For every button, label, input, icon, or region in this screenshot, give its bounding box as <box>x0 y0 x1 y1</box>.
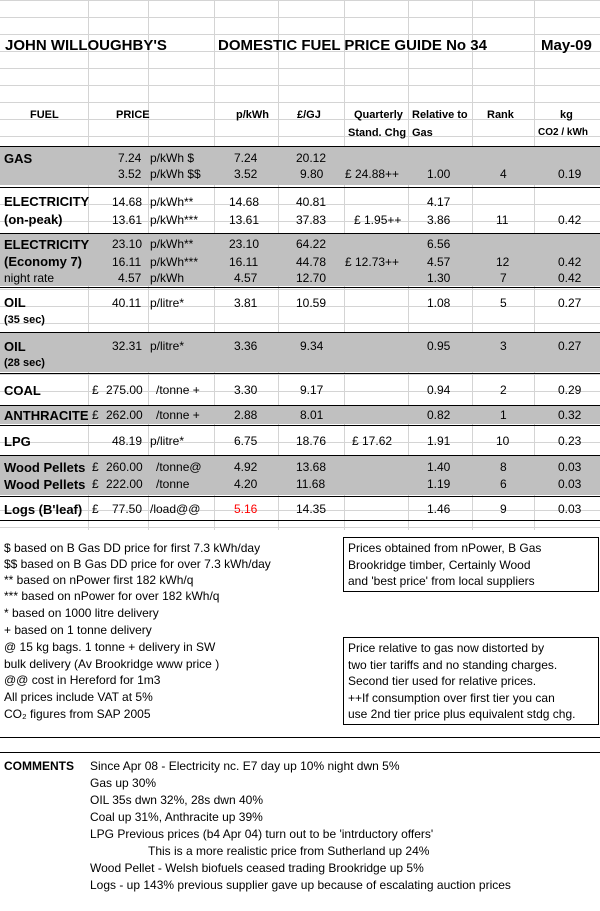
footnote: @ 15 kg bags. 1 tonne + delivery in SW <box>4 640 216 654</box>
comment-line: OIL 35s dwn 32%, 28s dwn 40% <box>90 793 263 807</box>
pkwh-value: 3.81 <box>234 296 258 310</box>
fuel-sublabel: night rate <box>4 271 55 285</box>
co2-value: 0.03 <box>558 502 582 516</box>
gj-value: 18.76 <box>296 434 327 448</box>
co2-value: 0.29 <box>558 383 582 397</box>
footnote: * based on 1000 litre delivery <box>4 606 159 620</box>
col-rank: Rank <box>487 109 514 121</box>
col-price: PRICE <box>116 109 150 121</box>
footnote: @@ cost in Hereford for 1m3 <box>4 673 161 687</box>
price-unit: p/kWh <box>150 271 185 285</box>
footer-separator <box>0 752 600 753</box>
gj-value: 9.17 <box>300 383 324 397</box>
currency-symbol: £ <box>92 460 99 474</box>
price-unit: /tonne@ <box>156 460 202 474</box>
relative-note-line: Second tier used for relative prices. <box>348 674 537 688</box>
co2-value: 0.03 <box>558 460 582 474</box>
pkwh-value: 4.57 <box>234 271 258 285</box>
comment-line: Gas up 30% <box>90 776 157 790</box>
comment-line: LPG Previous prices (b4 Apr 04) turn out to be 'intrductory offers' <box>90 827 434 841</box>
gj-value: 37.83 <box>296 213 327 227</box>
price-value: 3.52 <box>118 167 142 181</box>
price-unit: p/litre* <box>150 339 185 353</box>
currency-symbol: £ <box>92 477 99 491</box>
relative-note-line: two tier tariffs and no standing charges. <box>348 658 558 672</box>
relative-value: 0.82 <box>427 408 451 422</box>
col-co2: CO2 / kWh <box>538 127 589 138</box>
pkwh-value: 13.61 <box>229 213 260 227</box>
col-quarterly: Quarterly <box>354 109 403 121</box>
rank-value: 11 <box>496 213 509 227</box>
footnote: ** based on nPower first 182 kWh/q <box>4 573 194 587</box>
row-separator <box>0 405 600 406</box>
rank-value: 7 <box>500 271 507 285</box>
price-unit: p/kWh** <box>150 195 194 209</box>
relative-value: 1.91 <box>427 434 451 448</box>
footnote: All prices include VAT at 5% <box>4 690 153 704</box>
relative-value: 1.30 <box>427 271 451 285</box>
fuel-sublabel: (on-peak) <box>4 212 63 227</box>
row-separator <box>0 287 600 288</box>
footnote: bulk delivery (Av Brookridge www price ) <box>4 657 220 671</box>
footnote: $ based on B Gas DD price for first 7.3 kWh/day <box>4 541 261 555</box>
price-value: 32.31 <box>112 339 143 353</box>
relative-value: 4.57 <box>427 255 451 269</box>
issue-date: May-09 <box>541 37 592 54</box>
price-unit: p/kWh $ <box>150 151 195 165</box>
col-pkwh: p/kWh <box>236 109 269 121</box>
fuel-label: LPG <box>4 434 31 449</box>
footnote: $$ based on B Gas DD price for over 7.3 kWh/day <box>4 557 271 571</box>
standing-charge: £ 12.73++ <box>345 255 400 269</box>
standing-charge: £ 1.95++ <box>354 213 402 227</box>
rank-value: 3 <box>500 339 507 353</box>
price-value: 260.00 <box>106 460 143 474</box>
price-value: 14.68 <box>112 195 143 209</box>
relative-note-line: ++If consumption over first tier you can <box>348 691 555 705</box>
comment-line: Wood Pellet - Welsh biofuels ceased trading Brookridge up 5% <box>90 861 424 875</box>
co2-value: 0.23 <box>558 434 582 448</box>
price-value: 275.00 <box>106 383 143 397</box>
comment-line: Since Apr 08 - Electricity nc. E7 day up 10% night dwn 5% <box>90 759 400 773</box>
pkwh-value: 4.92 <box>234 460 258 474</box>
gj-value: 9.34 <box>300 339 324 353</box>
fuel-label: ELECTRICITY <box>4 237 90 252</box>
comments-label: COMMENTS <box>4 759 74 773</box>
row-separator <box>0 425 600 426</box>
price-unit: p/litre* <box>150 434 185 448</box>
co2-value: 0.42 <box>558 255 582 269</box>
co2-value: 0.27 <box>558 339 582 353</box>
price-value: 40.11 <box>112 296 142 310</box>
price-unit: /load@@ <box>150 502 201 516</box>
co2-value: 0.27 <box>558 296 582 310</box>
price-value: 23.10 <box>112 237 143 251</box>
pkwh-value: 3.30 <box>234 383 258 397</box>
price-value: 77.50 <box>112 502 143 516</box>
relative-price-box <box>343 637 599 725</box>
relative-value: 1.00 <box>427 167 451 181</box>
rank-value: 5 <box>500 296 507 310</box>
relative-value: 0.94 <box>427 383 451 397</box>
footnote: *** based on nPower for over 182 kWh/q <box>4 589 220 603</box>
relative-value: 0.95 <box>427 339 451 353</box>
fuel-label: Wood Pellets <box>4 460 86 475</box>
sources-box <box>343 537 599 592</box>
comment-line: Logs - up 143% previous supplier gave up because of escalating auction prices <box>90 878 511 892</box>
fuel-label: GAS <box>4 151 33 166</box>
gj-value: 20.12 <box>296 151 327 165</box>
gj-value: 11.68 <box>296 477 326 491</box>
price-unit: p/kWh** <box>150 237 194 251</box>
fuel-label: Wood Pellets <box>4 477 86 492</box>
row-separator <box>0 520 600 521</box>
header-separator <box>0 146 600 147</box>
fuel-label: ELECTRICITY <box>4 194 90 209</box>
footnote: + based on 1 tonne delivery <box>4 623 152 637</box>
row-separator <box>0 332 600 333</box>
currency-symbol: £ <box>92 502 99 516</box>
pkwh-value: 6.75 <box>234 434 258 448</box>
rank-value: 12 <box>496 255 510 269</box>
price-value: 222.00 <box>106 477 143 491</box>
standing-charge: £ 24.88++ <box>345 167 400 181</box>
price-value: 7.24 <box>118 151 142 165</box>
relative-value: 1.08 <box>427 296 451 310</box>
price-unit: p/kWh*** <box>150 255 199 269</box>
row-separator <box>0 373 600 374</box>
sources-line: Prices obtained from nPower, B Gas <box>348 541 542 555</box>
pkwh-value: 7.24 <box>234 151 258 165</box>
rank-value: 1 <box>500 408 507 422</box>
sources-line: Brookridge timber, Certainly Wood <box>348 558 531 572</box>
comment-line: Coal up 31%, Anthracite up 39% <box>90 810 263 824</box>
fuel-label: Logs (B'leaf) <box>4 502 83 517</box>
relative-value: 6.56 <box>427 237 451 251</box>
standing-charge: £ 17.62 <box>352 434 393 448</box>
footnote: CO₂ figures from SAP 2005 <box>4 707 151 721</box>
pkwh-value: 23.10 <box>229 237 260 251</box>
co2-value: 0.42 <box>558 213 582 227</box>
gj-value: 44.78 <box>296 255 327 269</box>
relative-value: 1.46 <box>427 502 451 516</box>
relative-note-line: Price relative to gas now distorted by <box>348 641 545 655</box>
sources-line: and 'best price' from local suppliers <box>348 574 535 588</box>
price-value: 4.57 <box>118 271 142 285</box>
gj-value: 12.70 <box>296 271 327 285</box>
fuel-sublabel: (35 sec) <box>4 314 45 326</box>
col-relative-gas: Gas <box>412 127 433 139</box>
rank-value: 2 <box>500 383 507 397</box>
col-standing: Stand. Chg <box>348 127 407 139</box>
pkwh-value: 2.88 <box>234 408 258 422</box>
co2-value: 0.32 <box>558 408 582 422</box>
price-value: 13.61 <box>112 213 143 227</box>
col-gj: £/GJ <box>297 109 321 121</box>
price-unit: p/kWh*** <box>150 213 199 227</box>
gj-value: 9.80 <box>300 167 324 181</box>
gj-value: 10.59 <box>296 296 327 310</box>
rank-value: 8 <box>500 460 507 474</box>
pkwh-value: 14.68 <box>229 195 260 209</box>
co2-value: 0.03 <box>558 477 582 491</box>
pkwh-value: 3.52 <box>234 167 258 181</box>
currency-symbol: £ <box>92 383 99 397</box>
footer-separator <box>0 737 600 738</box>
col-fuel: FUEL <box>30 109 59 121</box>
gj-value: 64.22 <box>296 237 327 251</box>
rank-value: 4 <box>500 167 507 181</box>
fuel-label: ANTHRACITE <box>4 408 89 423</box>
price-unit: /tonne + <box>156 383 200 397</box>
rank-value: 6 <box>500 477 507 491</box>
relative-value: 1.40 <box>427 460 451 474</box>
fuel-label: COAL <box>4 383 41 398</box>
pkwh-value-highlight: 5.16 <box>234 502 258 516</box>
price-unit: p/litre* <box>150 296 185 310</box>
rank-value: 10 <box>496 434 510 448</box>
relative-value: 4.17 <box>427 195 451 209</box>
row-separator <box>0 233 600 234</box>
relative-note-line: use 2nd tier price plus equivalent stdg chg. <box>348 707 576 721</box>
price-value: 48.19 <box>112 434 143 448</box>
fuel-label: OIL <box>4 295 26 310</box>
row-separator <box>0 455 600 456</box>
gj-value: 8.01 <box>300 408 324 422</box>
col-kg: kg <box>560 109 573 121</box>
price-unit: p/kWh $$ <box>150 167 201 181</box>
rank-value: 9 <box>500 502 507 516</box>
row-separator <box>0 496 600 497</box>
price-value: 262.00 <box>106 408 143 422</box>
fuel-sublabel: (28 sec) <box>4 357 45 369</box>
pkwh-value: 16.11 <box>229 255 259 269</box>
comment-line: This is a more realistic price from Sutherland up 24% <box>148 844 430 858</box>
col-relative: Relative to <box>412 109 468 121</box>
page-title: DOMESTIC FUEL PRICE GUIDE No 34 <box>218 37 487 54</box>
co2-value: 0.42 <box>558 271 582 285</box>
currency-symbol: £ <box>92 408 99 422</box>
pkwh-value: 4.20 <box>234 477 258 491</box>
fuel-label: OIL <box>4 339 26 354</box>
pkwh-value: 3.36 <box>234 339 258 353</box>
fuel-sublabel: (Economy 7) <box>4 254 83 269</box>
gj-value: 40.81 <box>296 195 327 209</box>
co2-value: 0.19 <box>558 167 582 181</box>
gj-value: 14.35 <box>296 502 327 516</box>
row-separator <box>0 187 600 188</box>
relative-value: 1.19 <box>427 477 451 491</box>
price-unit: /tonne + <box>156 408 200 422</box>
price-unit: /tonne <box>156 477 190 491</box>
price-value: 16.11 <box>112 255 142 269</box>
author-name: JOHN WILLOUGHBY'S <box>5 37 167 54</box>
gj-value: 13.68 <box>296 460 327 474</box>
relative-value: 3.86 <box>427 213 451 227</box>
